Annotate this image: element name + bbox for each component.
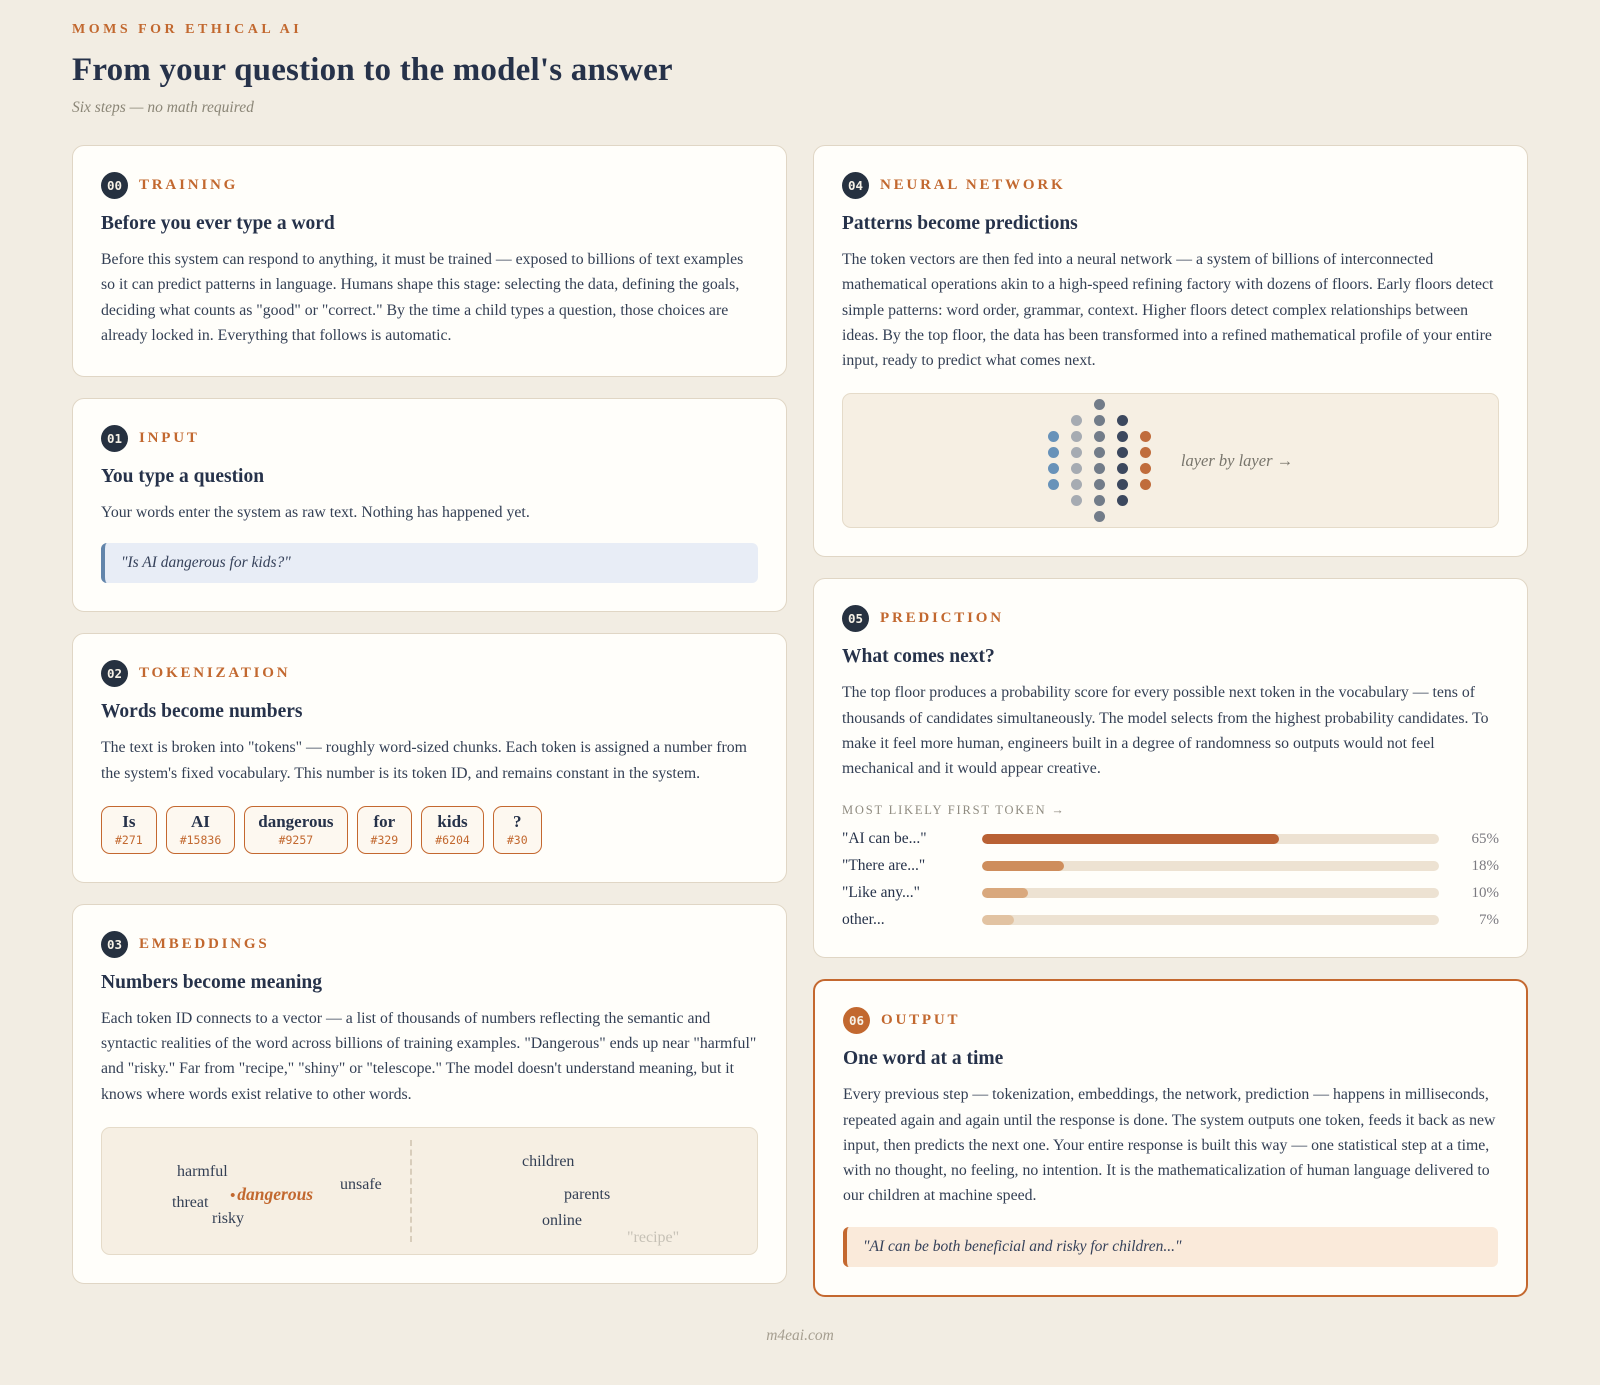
page-header: [72, 22, 1528, 117]
card-body-text: Every previous step — tokenization, embeddings, the network, prediction — happens in milliseconds, repeated again and again until the response is done. The system outputs one token, feeds it back as new input, then predicts the next one. Your entire response is built this way — one statistical step at a time, with no thought, no feeling, no intention. It is the mathematicalization of human language delivered to our children at machine speed.: [843, 1086, 1496, 1205]
page-title: From your question to the model's answer: [72, 52, 673, 88]
probability-value: 18%: [1471, 857, 1499, 874]
card-body-text: Your words enter the system as raw text. Nothing has happened yet.: [101, 504, 530, 522]
step-label: PREDICTION: [880, 610, 1004, 627]
step-label: INPUT: [139, 430, 200, 447]
embed-word: harmful: [177, 1162, 228, 1180]
token-chip: [357, 806, 413, 854]
brand-eyebrow: MOMS FOR ETHICAL AI: [72, 22, 303, 37]
candidate-label: "AI can be...": [842, 830, 927, 848]
card-prediction-header: [842, 605, 1499, 632]
probability-value: 10%: [1471, 884, 1499, 901]
probability-value: 7%: [1479, 911, 1499, 928]
token-chip: [244, 806, 347, 854]
step-number-badge: 02: [101, 660, 128, 687]
steps-grid: [72, 145, 1528, 1297]
card-title: Numbers become meaning: [101, 971, 322, 993]
token-id: #15836: [179, 832, 222, 847]
bar-track: [982, 861, 1439, 871]
bar-fill: [982, 915, 1014, 925]
card-body-text: Before this system can respond to anything, it must be trained — exposed to billions of text examples so it can predict patterns in language. Humans shape this stage: selecting the data, defining the goals, deciding what counts as "good" or "correct." By the time a child types a question, those choices are already locked in. Everything that follows is automatic.: [101, 251, 744, 344]
card-output: [813, 979, 1528, 1296]
probability-chart-label: MOST LIKELY FIRST TOKEN →: [842, 803, 1066, 818]
probability-value: 65%: [1471, 830, 1499, 847]
token-chip: [493, 806, 542, 854]
embed-word-faded: "recipe": [627, 1228, 680, 1246]
token-word: for: [373, 811, 396, 831]
network-layer-column: [1071, 415, 1082, 506]
neural-network-dots: [1048, 399, 1151, 522]
right-column: [813, 145, 1528, 1297]
card-title: Words become numbers: [101, 701, 303, 723]
cluster-divider: [410, 1140, 412, 1242]
card-embeddings-header: [101, 931, 758, 958]
probability-bar-row: [842, 911, 1499, 929]
token-id: #271: [115, 832, 143, 847]
probability-bar-row: [842, 884, 1499, 902]
embed-word: parents: [564, 1185, 611, 1203]
token-word: ?: [512, 811, 522, 831]
card-input-header: [101, 425, 758, 452]
card-embeddings: [72, 904, 787, 1284]
layer-by-layer-caption: layer by layer →: [1180, 450, 1294, 470]
card-title: What comes next?: [842, 646, 995, 668]
embed-word: unsafe: [340, 1175, 382, 1193]
network-layer-column: [1094, 399, 1105, 522]
bar-fill: [982, 861, 1064, 871]
point-marker-icon: •: [230, 1187, 236, 1204]
token-word: Is: [122, 811, 136, 831]
neural-network-diagram: [842, 393, 1499, 528]
card-title: One word at a time: [843, 1048, 1004, 1070]
step-label: EMBEDDINGS: [139, 935, 270, 952]
card-title: You type a question: [101, 466, 265, 488]
token-word: kids: [437, 811, 468, 831]
card-body-text: Each token ID connects to a vector — a list of thousands of numbers reflecting the semantic and syntactic realities of the word across billions of training examples. "Dangerous" ends up near "harmful" and "risky." Far from "recipe," "shiny" or "telescope." The model doesn't understand meaning, but it knows where words exist relative to other words.: [101, 1009, 757, 1103]
token-chip: [421, 806, 484, 854]
token-id: #9257: [278, 832, 314, 847]
step-number-badge: 03: [101, 931, 128, 958]
token-word: dangerous: [258, 811, 334, 831]
card-prediction: [813, 578, 1528, 958]
card-training-header: [101, 172, 758, 199]
page-subtitle: Six steps — no math required: [72, 99, 254, 116]
embed-word-highlight: [230, 1184, 313, 1205]
card-input: [72, 398, 787, 612]
card-body-text: The token vectors are then fed into a neural network — a system of billions of interconnected mathematical operations akin to a high-speed refining factory with dozens of floors. Early floors detect simple patterns: word order, grammar, context. Higher floors detect complex relationships between ideas. By the top floor, the data has been transformed into a refined mathematical profile of your entire input, ready to predict what comes next.: [842, 251, 1494, 370]
card-body-text: The top floor produces a probability score for every possible next token in the vocabulary — tens of thousands of candidates simultaneously. The model selects from the highest probability candidates. To make it feel more human, engineers built in a degree of randomness so outputs would not feel mechanical and it would appear creative.: [842, 684, 1489, 778]
step-number-badge: 05: [842, 605, 869, 632]
input-question-quote: "Is AI dangerous for kids?": [101, 543, 758, 583]
step-label: TRAINING: [139, 177, 239, 193]
card-title: Before you ever type a word: [101, 213, 335, 234]
network-layer-column: [1140, 431, 1151, 490]
probability-bar-row: [842, 857, 1499, 875]
step-number-badge: 06: [843, 1007, 870, 1034]
card-tokenization-header: [101, 660, 758, 687]
step-label: OUTPUT: [881, 1012, 961, 1029]
site-url: m4eai.com: [766, 1326, 834, 1344]
step-number-badge: 01: [101, 425, 128, 452]
token-id: #30: [506, 832, 528, 847]
embed-word: children: [522, 1152, 575, 1170]
candidate-label: "There are...": [842, 857, 926, 875]
token-chip-row: [101, 806, 758, 854]
token-chip: [101, 806, 157, 854]
output-answer-quote: "AI can be both beneficial and risky for children...": [843, 1227, 1498, 1267]
network-layer-column: [1048, 431, 1059, 490]
bar-track: [982, 834, 1439, 844]
step-label: NEURAL NETWORK: [880, 177, 1066, 193]
token-word: AI: [191, 811, 210, 831]
card-body-text: The text is broken into "tokens" — roughly word-sized chunks. Each token is assigned a number from the system's fixed vocabulary. This number is its token ID, and remains constant in the system.: [101, 739, 747, 782]
step-label: TOKENIZATION: [139, 665, 291, 682]
embed-word: online: [542, 1211, 582, 1229]
card-neural-network: [813, 145, 1528, 557]
embedding-space-diagram: [101, 1127, 758, 1255]
candidate-label: other...: [842, 911, 885, 929]
embed-word: dangerous: [237, 1183, 314, 1204]
candidate-label: "Like any...": [842, 884, 920, 902]
card-title: Patterns become predictions: [842, 213, 1078, 234]
card-output-header: [843, 1007, 1498, 1034]
bar-track: [982, 915, 1439, 925]
embed-word: threat: [172, 1193, 209, 1211]
token-id: #6204: [435, 832, 470, 847]
bar-fill: [982, 834, 1279, 844]
step-number-badge: 00: [101, 172, 128, 199]
network-layer-column: [1117, 415, 1128, 506]
step-number-badge: 04: [842, 172, 869, 199]
card-neural-network-header: [842, 172, 1499, 199]
probability-bar-row: [842, 830, 1499, 848]
left-column: [72, 145, 787, 1284]
probability-bar-chart: [842, 830, 1499, 929]
bar-fill: [982, 888, 1028, 898]
embed-word: risky: [212, 1209, 244, 1227]
token-chip: [166, 806, 236, 854]
token-id: #329: [370, 832, 399, 847]
bar-track: [982, 888, 1439, 898]
card-training: [72, 145, 787, 377]
card-tokenization: [72, 633, 787, 883]
